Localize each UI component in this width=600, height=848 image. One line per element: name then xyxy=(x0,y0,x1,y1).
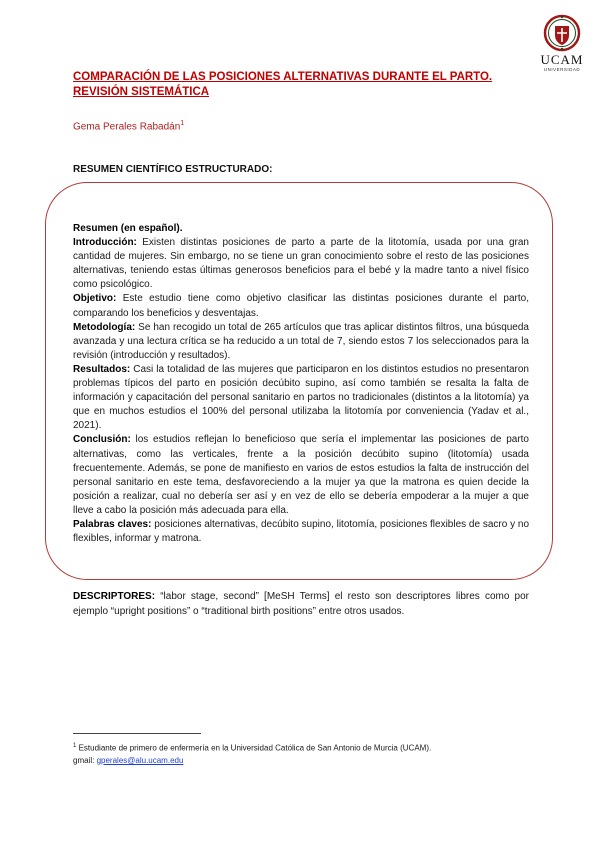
author-name: Gema Perales Rabadán xyxy=(73,121,181,133)
abstract-body xyxy=(73,222,529,546)
footnote xyxy=(73,740,543,767)
footnote-mark: 1 xyxy=(73,743,77,749)
method-label: Metodología: xyxy=(73,321,136,333)
crest-icon xyxy=(543,14,581,52)
keywords-paragraph xyxy=(73,518,529,546)
keywords-label: Palabras claves: xyxy=(73,518,152,530)
intro-text: Existen distintas posiciones de parto a parte de la litotomía, usada por una gran cantidad de mujeres. Sin embargo, no se tiene un gran conocimiento sobre el resto de las posiciones alternativas, teniendo estas últimas generosos beneficios para el bebé y la madre tanto a nivel físico como psicológico. xyxy=(73,237,529,291)
footnote-text: Estudiante de primero de enfermería en la Universidad Católica de San Antonio de Murcia (UCAM). xyxy=(78,743,432,753)
method-text: Se han recogido un total de 265 artículos que tras aplicar distintos filtros, una búsqueda avanzada y una lectura crítica se ha reducido a un total de 7, siendo estos 7 los seleccionados para la revisión (introducción y resultados). xyxy=(73,321,529,361)
objective-text: Este estudio tiene como objetivo clasificar las distintas posiciones durante el parto, comparando los beneficios y desventajas. xyxy=(73,293,530,319)
descriptors-paragraph xyxy=(73,590,529,619)
section-heading: RESUMEN CIENTÍFICO ESTRUCTURADO: xyxy=(73,164,273,175)
abstract-heading: Resumen (en español). xyxy=(73,223,183,234)
results-label: Resultados: xyxy=(73,363,131,375)
results-paragraph xyxy=(73,363,529,433)
author-note-mark: 1 xyxy=(180,120,185,127)
keywords-text: posiciones alternativas, decúbito supino, litotomía, posiciones flexibles de sacro y no flexibles, informar y matrona. xyxy=(73,518,529,545)
email-label: gmail: xyxy=(73,755,95,765)
footnote-email-line xyxy=(73,755,543,767)
footnote-line xyxy=(73,740,543,755)
objective-label: Objetivo: xyxy=(73,293,117,305)
footnote-divider xyxy=(73,733,201,734)
conclusion-label: Conclusión: xyxy=(73,434,131,446)
intro-label: Introducción: xyxy=(73,237,137,249)
descriptors-text: “labor stage, second” [MeSH Terms] el resto son descriptores libres como por ejemplo “upright positions” o “traditional birth positions” entre otros usados. xyxy=(73,591,530,617)
ucam-logo xyxy=(536,14,588,74)
results-text: Casi la totalidad de las mujeres que participaron en los distintos estudios no presentaron problemas típicos del parto en posición decúbito supino, así como también se resalta la falta de información y capacitación del personal sanitario en partos no tradicionales (distintos a la litotomía) ya que en muchos estudios el 100% del personal utilizaba la litotomía por conveniencia (Yadav et al., 2021). xyxy=(73,363,529,432)
method-paragraph xyxy=(73,321,529,363)
email-link[interactable]: gperales@alu.ucam.edu xyxy=(96,755,184,765)
conclusion-text: los estudios reflejan lo beneficioso que sería el implementar las posiciones de parto alternativas, como las verticales, frente a la posición decúbito supino (litotomía) usada frecuentemente. Además, se pone de manifiesto en varios de estos estudios la falta de instrucción del personal sanitario en este tema, desfavoreciendo a la mujer ya que la matrona es quien decide la posición a realizar, cual no debería ser así y en vez de ello se debería empoderar a la mujer a que lleve a cabo la posición más adecuada para ella. xyxy=(73,434,529,516)
logo-text: UCAM xyxy=(540,52,584,67)
author-line xyxy=(73,120,184,132)
conclusion-paragraph xyxy=(73,433,529,518)
paper-title: COMPARACIÓN DE LAS POSICIONES ALTERNATIVAS DURANTE EL PARTO. REVISIÓN SISTEMÁTICA xyxy=(73,71,493,98)
logo-subtext: UNIVERSIDAD xyxy=(543,67,581,72)
objective-paragraph xyxy=(73,292,529,320)
intro-paragraph xyxy=(73,236,529,292)
descriptors-label: DESCRIPTORES: xyxy=(73,591,156,602)
